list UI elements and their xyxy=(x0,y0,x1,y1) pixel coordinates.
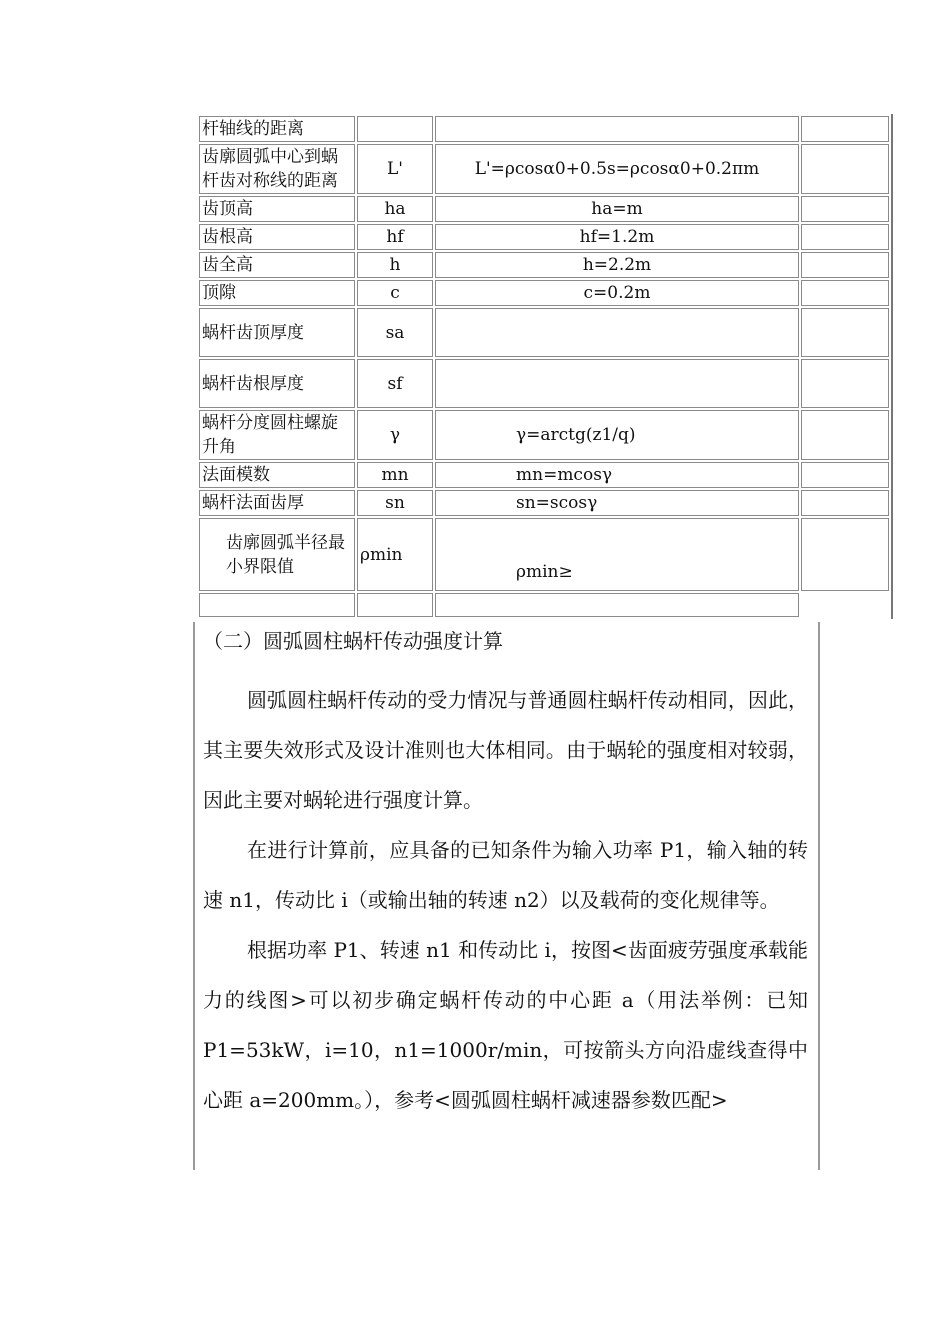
param-symbol: sa xyxy=(357,308,433,357)
param-name: 齿全高 xyxy=(199,252,355,278)
param-symbol: ha xyxy=(357,196,433,222)
param-symbol: mn xyxy=(357,462,433,488)
param-symbol: c xyxy=(357,280,433,306)
param-note xyxy=(801,410,889,460)
table-row xyxy=(199,410,889,460)
table-row xyxy=(199,462,889,488)
table-row xyxy=(199,252,889,278)
param-formula: c=0.2m xyxy=(435,280,799,306)
param-note xyxy=(801,196,889,222)
table-row xyxy=(199,490,889,516)
param-formula xyxy=(435,359,799,408)
param-note xyxy=(801,116,889,142)
param-symbol: sn xyxy=(357,490,433,516)
table-row xyxy=(199,196,889,222)
param-formula: sn=scosγ xyxy=(435,490,799,516)
param-note xyxy=(801,144,889,194)
param-name: 齿顶高 xyxy=(199,196,355,222)
param-name: 法面模数 xyxy=(199,462,355,488)
param-name: 蜗杆齿根厚度 xyxy=(199,359,355,408)
body-text xyxy=(203,675,808,1125)
param-name: 齿根高 xyxy=(199,224,355,250)
paragraph: 在进行计算前，应具备的已知条件为输入功率 P1，输入轴的转速 n1，传动比 i（或输出轴的转速 n2）以及载荷的变化规律等。 xyxy=(203,838,808,912)
param-note xyxy=(801,308,889,357)
param-symbol: sf xyxy=(357,359,433,408)
param-name: 齿廓圆弧中心到蜗杆齿对称线的距离 xyxy=(199,144,355,194)
param-note xyxy=(801,490,889,516)
param-symbol xyxy=(357,116,433,142)
param-note xyxy=(801,359,889,408)
param-formula: ρmin≥ xyxy=(435,518,799,591)
table-row xyxy=(199,144,889,194)
parameter-table xyxy=(197,114,893,619)
param-name: 杆轴线的距离 xyxy=(199,116,355,142)
param-note xyxy=(801,280,889,306)
param-symbol: L' xyxy=(357,144,433,194)
param-name xyxy=(199,593,355,617)
param-symbol: ρmin xyxy=(357,518,433,591)
param-formula xyxy=(435,308,799,357)
param-name xyxy=(199,518,355,591)
param-formula: L'=ρcosα0+0.5s=ρcosα0+0.2πm xyxy=(435,144,799,194)
table-row xyxy=(199,593,889,617)
param-note xyxy=(801,462,889,488)
table-row xyxy=(199,359,889,408)
param-formula: h=2.2m xyxy=(435,252,799,278)
param-note xyxy=(801,593,889,617)
param-formula: hf=1.2m xyxy=(435,224,799,250)
param-note xyxy=(801,224,889,250)
param-symbol: h xyxy=(357,252,433,278)
paragraph: 圆弧圆柱蜗杆传动的受力情况与普通圆柱蜗杆传动相同，因此，其主要失效形式及设计准则也大体相同。由于蜗轮的强度相对较弱，因此主要对蜗轮进行强度计算。 xyxy=(203,688,808,812)
param-symbol xyxy=(357,593,433,617)
param-formula: mn=mcosγ xyxy=(435,462,799,488)
param-symbol: γ xyxy=(357,410,433,460)
param-name: 蜗杆齿顶厚度 xyxy=(199,308,355,357)
table-row xyxy=(199,280,889,306)
param-formula xyxy=(435,593,799,617)
paragraph: 根据功率 P1、转速 n1 和传动比 i，按图<齿面疲劳强度承载能力的线图>可以初步确定蜗杆传动的中心距 a（用法举例：已知 P1=53kW，i=10，n1=1000r/min，可按箭头方向沿虚线查得中心距 a=200mm。），参考<圆弧圆柱蜗杆减速器参数匹配> xyxy=(203,938,808,1112)
param-note xyxy=(801,252,889,278)
section-title: （二）圆弧圆柱蜗杆传动强度计算 xyxy=(203,629,503,653)
table-row xyxy=(199,116,889,142)
table-row xyxy=(199,308,889,357)
table-row xyxy=(199,224,889,250)
param-formula xyxy=(435,116,799,142)
param-name-text: 齿廓圆弧半径最小界限值 xyxy=(226,532,345,577)
param-symbol: hf xyxy=(357,224,433,250)
param-name: 蜗杆法面齿厚 xyxy=(199,490,355,516)
param-formula: γ=arctg(z1/q) xyxy=(435,410,799,460)
param-note xyxy=(801,518,889,591)
param-name: 蜗杆分度圆柱螺旋升角 xyxy=(199,410,355,460)
table-row xyxy=(199,518,889,591)
param-name: 顶隙 xyxy=(199,280,355,306)
param-formula: ha=m xyxy=(435,196,799,222)
